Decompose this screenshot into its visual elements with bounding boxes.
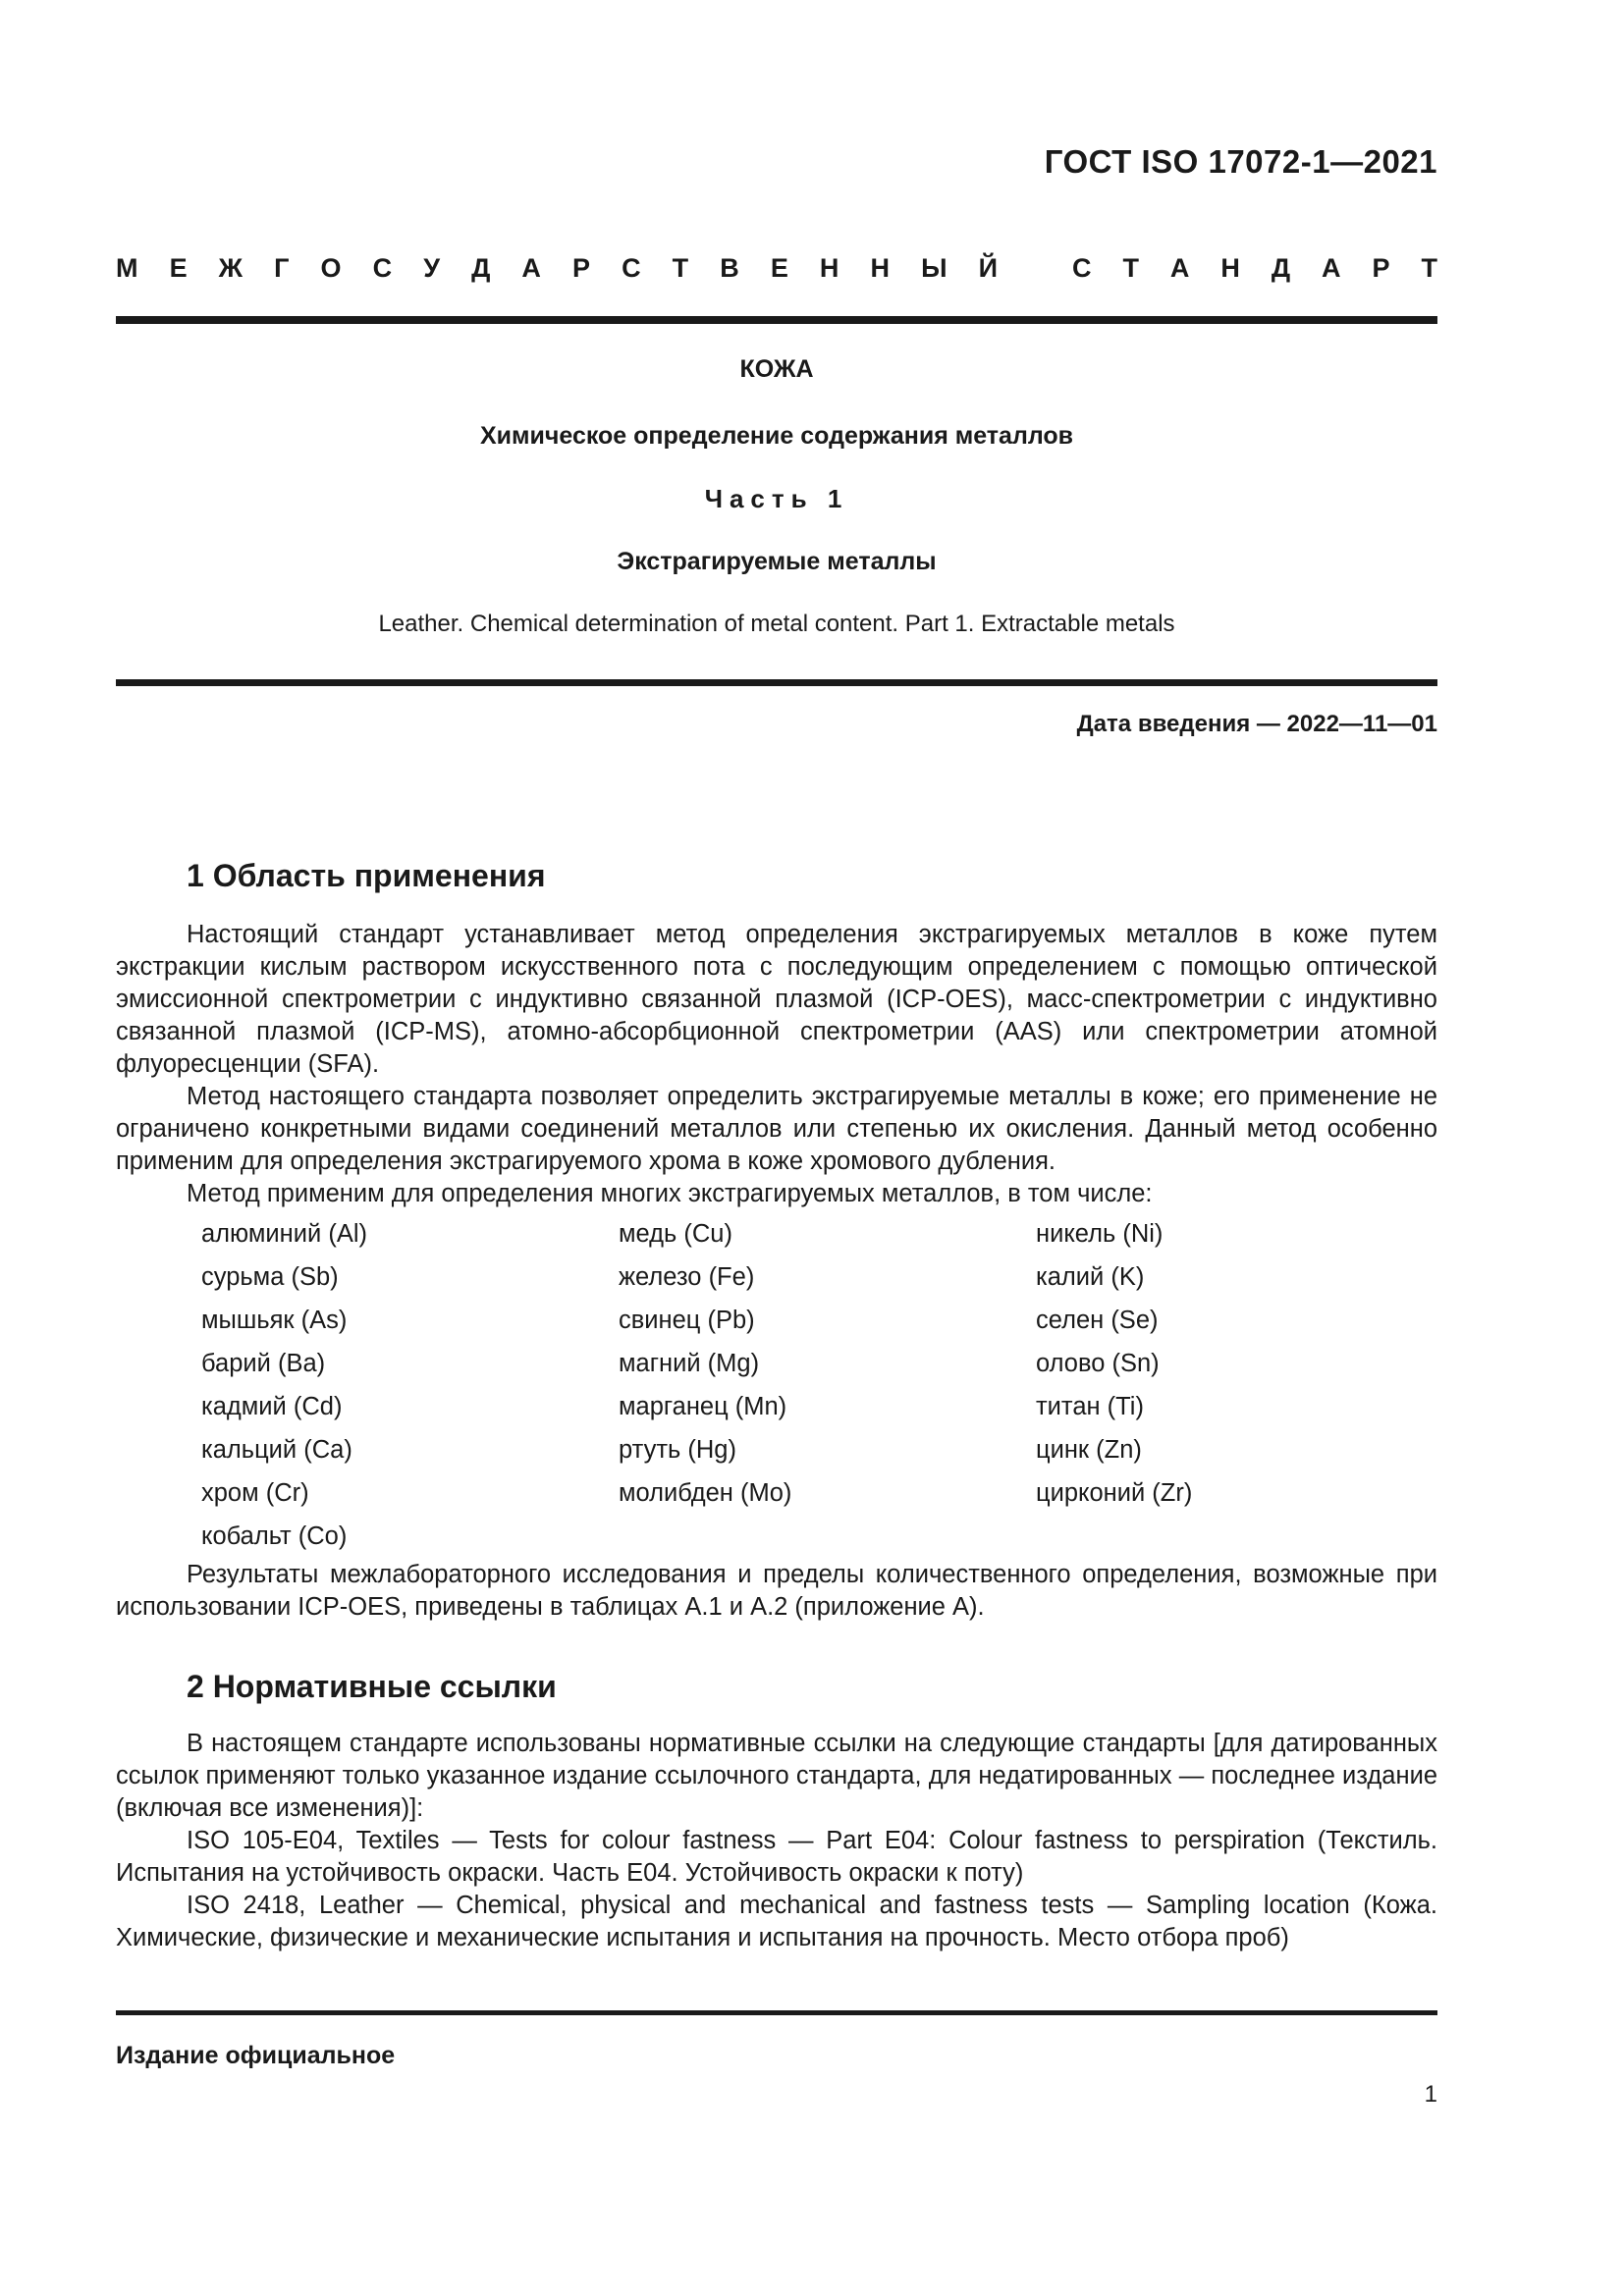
metal-item: титан (Ti) xyxy=(1036,1393,1144,1420)
letter: Т xyxy=(1421,253,1437,283)
footer-rule xyxy=(116,2010,1437,2015)
metal-item: сурьма (Sb) xyxy=(201,1263,339,1291)
section-2-body xyxy=(116,1728,1437,1954)
section-1-heading: 1 Область применения xyxy=(187,858,546,893)
letter: Й xyxy=(978,253,998,283)
metal-item: марганец (Mn) xyxy=(619,1393,787,1420)
metal-item: селен (Se) xyxy=(1036,1307,1159,1334)
letter: В xyxy=(720,253,739,283)
metal-item: цирконий (Zr) xyxy=(1036,1479,1193,1507)
letter: Т xyxy=(1122,253,1139,283)
metal-item: цинк (Zn) xyxy=(1036,1436,1142,1464)
document-title: КОЖА xyxy=(739,355,814,383)
metal-item: барий (Ba) xyxy=(201,1350,326,1377)
title-rule xyxy=(116,679,1437,686)
section-1-tail xyxy=(116,1559,1437,1624)
letter: Д xyxy=(1271,253,1291,283)
metal-item: кобальт (Co) xyxy=(201,1522,348,1550)
letter: Р xyxy=(1372,253,1390,283)
letter: А xyxy=(521,253,541,283)
letter: Н xyxy=(1220,253,1240,283)
paragraph: Метод применим для определения многих экстрагируемых металлов, в том числе: xyxy=(187,1180,1153,1207)
letter: Д xyxy=(471,253,491,283)
standard-word xyxy=(1072,253,1437,284)
letter: С xyxy=(1072,253,1092,283)
metal-item: алюминий (Al) xyxy=(201,1220,367,1248)
reference-item: ISO 105-E04, Textiles — Tests for colour fastness — Part E04: Colour fastness to perspiration (Текстиль. Испытания на устойчивость окраски. Часть E04. Устойчивость окраски к поту) xyxy=(116,1827,1437,1887)
metal-item: олово (Sn) xyxy=(1036,1350,1160,1377)
paragraph: Настоящий стандарт устанавливает метод определения экстрагируемых металлов в коже путем экстракции кислым раствором искусственного пота с последующим определением с помощью оптической эмиссионной спектрометрии с индуктивно связанной плазмой (ICP-OES), масс-спектрометрии с индуктивно связанной плазмой (ICP-MS), атомно-абсорбционной спектрометрии (AAS) или спектрометрии атомной флуоресценции (SFA). xyxy=(116,921,1437,1078)
metal-item: калий (K) xyxy=(1036,1263,1145,1291)
page-number: 1 xyxy=(1424,2081,1437,2108)
introduction-date: Дата введения — 2022—11—01 xyxy=(1076,711,1437,737)
letter: Г xyxy=(274,253,290,283)
interstate-word xyxy=(116,253,998,284)
letter: У xyxy=(423,253,441,283)
metal-item: медь (Cu) xyxy=(619,1220,732,1248)
section-2-heading: 2 Нормативные ссылки xyxy=(187,1669,557,1704)
letter: А xyxy=(1322,253,1341,283)
letter: Н xyxy=(870,253,890,283)
section-1-body xyxy=(116,919,1437,1210)
letter: Ж xyxy=(218,253,244,283)
metal-item: мышьяк (As) xyxy=(201,1307,348,1334)
interstate-standard-label xyxy=(116,253,1437,284)
top-rule xyxy=(116,316,1437,324)
letter: О xyxy=(320,253,342,283)
part-title: Экстрагируемые металлы xyxy=(617,548,937,575)
metal-item: магний (Mg) xyxy=(619,1350,760,1377)
metal-item: ртуть (Hg) xyxy=(619,1436,736,1464)
letter: А xyxy=(1169,253,1190,283)
official-edition-label: Издание официальное xyxy=(116,2042,396,2069)
reference-item: ISO 2418, Leather — Chemical, physical and mechanical and fastness tests — Sampling location (Кожа. Химические, физические и механические испытания и испытания на прочность. Место отбора проб) xyxy=(116,1892,1437,1951)
letter: С xyxy=(622,253,641,283)
paragraph: В настоящем стандарте использованы нормативные ссылки на следующие стандарты [для датированных ссылок применяют только указанное издание ссылочного стандарта, для недатированных — последнее издание (включая все изменения)]: xyxy=(116,1730,1437,1822)
paragraph: Результаты межлабораторного исследования и пределы количественного определения, возможные при использовании ICP-OES, приведены в таблицах А.1 и А.2 (приложение А). xyxy=(116,1561,1437,1621)
metals-list xyxy=(201,1220,1281,1566)
letter: Р xyxy=(572,253,591,283)
english-title: Leather. Chemical determination of metal content. Part 1. Extractable metals xyxy=(378,611,1175,637)
letter: Е xyxy=(169,253,188,283)
letter: Т xyxy=(672,253,689,283)
paragraph: Метод настоящего стандарта позволяет определить экстрагируемые металлы в коже; его применение не ограничено конкретными видами соединений металлов или степенью их окисления. Данный метод особенно применим для определения экстрагируемого хрома в коже хромового дубления. xyxy=(116,1083,1437,1175)
document-code: ГОСТ ISO 17072-1—2021 xyxy=(1044,143,1437,180)
document-subtitle: Химическое определение содержания металлов xyxy=(479,422,1074,450)
letter: Ы xyxy=(921,253,947,283)
letter: Е xyxy=(770,253,788,283)
letter: С xyxy=(372,253,393,283)
metal-item: кальций (Ca) xyxy=(201,1436,352,1464)
metal-item: железо (Fe) xyxy=(619,1263,755,1291)
metal-item: хром (Cr) xyxy=(201,1479,309,1507)
metal-item: никель (Ni) xyxy=(1036,1220,1164,1248)
letter: Н xyxy=(819,253,839,283)
document-part: Часть 1 xyxy=(704,484,849,513)
letter: М xyxy=(116,253,138,283)
metal-item: кадмий (Cd) xyxy=(201,1393,343,1420)
metal-item: свинец (Pb) xyxy=(619,1307,755,1334)
metal-item: молибден (Mo) xyxy=(619,1479,792,1507)
